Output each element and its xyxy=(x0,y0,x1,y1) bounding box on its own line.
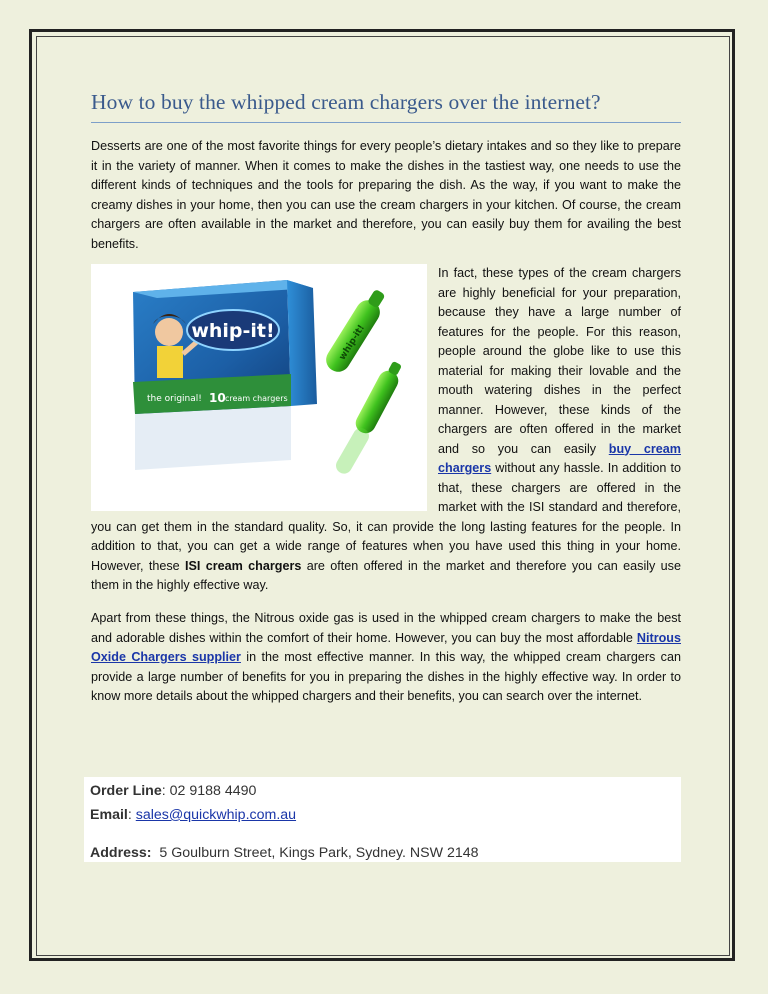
image-wrap-section xyxy=(91,264,681,596)
title-underline xyxy=(91,122,681,123)
isi-cream-chargers-bold: ISI cream chargers xyxy=(184,558,302,573)
order-line-label: Order Line xyxy=(90,783,162,799)
paragraph-features-text-2: without any hassle. In addition to that, these chargers are offered in the market with the ISI standard and therefore, you can get them in the standard quality. So, it can provide the long lasting features for the people. In addition to that, you can get a wide range of features when you have used this thing in your home. However, these xyxy=(91,461,681,573)
box-count-text: cream chargers xyxy=(225,394,288,403)
order-line-value: 02 9188 4490 xyxy=(169,783,257,799)
box-logo-text: whip-it! xyxy=(191,320,275,342)
buy-cream-chargers-link[interactable]: buy cream chargers xyxy=(438,441,681,475)
product-image xyxy=(91,264,427,511)
paragraph-intro: Desserts are one of the most favorite things for every people’s dietary intakes and so they like to prepare it in the variety of manner. When it comes to make the dishes in the tastiest way, one needs to use the different kinds of techniques and the tools for preparing the dish. As the way, if you want to make the creamy dishes in your home, then you can use the cream chargers in your kitchen. Of course, the cream chargers are often available in the market and therefore, you can easily buy them for availing the best benefits. xyxy=(91,139,681,251)
email-line: Email: sales@quickwhip.com.au xyxy=(90,807,297,823)
email-label: Email xyxy=(90,807,128,823)
address-line xyxy=(90,845,479,861)
box-count-number: 10 xyxy=(209,391,226,405)
paragraph-features-text-1: In fact, these types of the cream chargers are highly beneficial for your preparation, because they have a large number of features for the people. For this reason, people around the globe like to use this material for making their lovable and the mouth watering dishes in the perfect manner. However, these kinds of the chargers are often offered in the market and so you can easily xyxy=(438,266,681,456)
contact-box xyxy=(84,777,681,862)
whip-it-box-illustration xyxy=(91,264,427,511)
paragraph-nitrous xyxy=(91,609,681,707)
paragraph-nitrous-text-2: in the most effective manner. In this way, the whipped cream chargers can provide a large number of benefits for you in preparing the dishes in the highly effective way. In order to know more details about the whipped chargers and their benefits, you can search over the internet. xyxy=(91,650,681,703)
address-label: Address: xyxy=(90,845,152,861)
nitrous-oxide-supplier-link[interactable]: Nitrous Oxide Chargers supplier xyxy=(91,630,681,664)
article-title: How to buy the whipped cream chargers over the internet? xyxy=(91,90,601,114)
box-tagline: the original! xyxy=(147,394,202,404)
address-value: 5 Goulburn Street, Kings Park, Sydney. NSW 2148 xyxy=(159,845,479,861)
charger-label: whip-it! xyxy=(337,323,368,363)
order-line: Order Line: 02 9188 4490 xyxy=(90,783,257,799)
email-link[interactable]: sales@quickwhip.com.au xyxy=(135,807,297,823)
paragraph-features-text-3: are often offered in the market and therefore you can easily use them in the highly effective way. xyxy=(91,558,681,592)
paragraph-nitrous-text-1: Apart from these things, the Nitrous oxide gas is used in the whipped cream chargers to make the best and adorable dishes within the comfort of their home. However, you can buy the most affordable xyxy=(91,611,681,645)
